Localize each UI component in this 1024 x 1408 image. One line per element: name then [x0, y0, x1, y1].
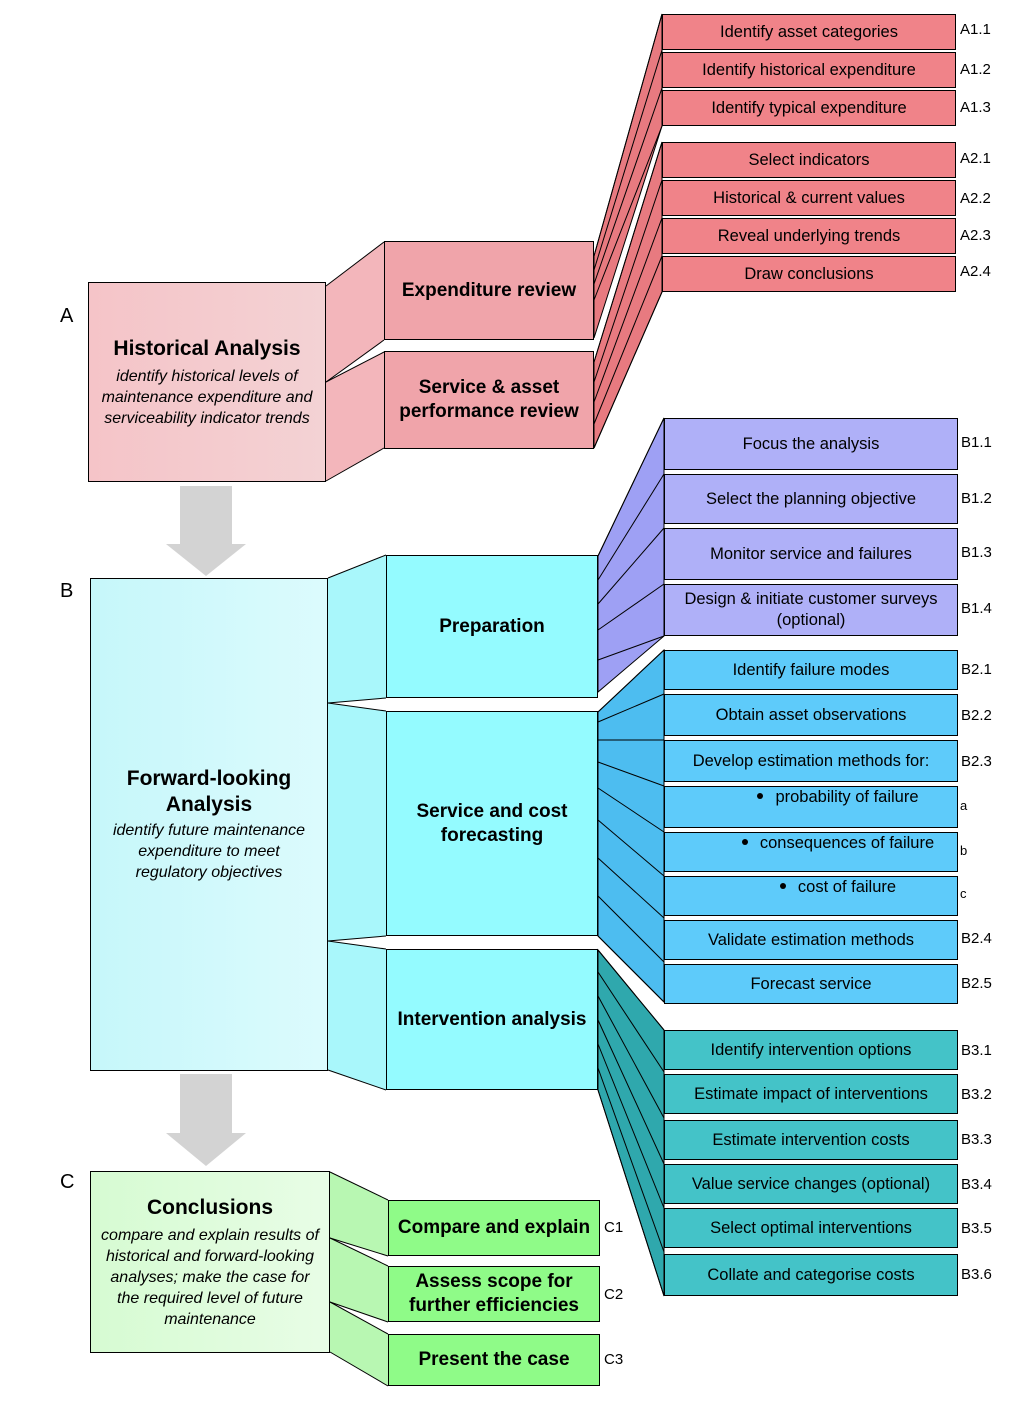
step-compare-and-explain: Compare and explain [388, 1200, 600, 1256]
preparation-box: Preparation [386, 555, 598, 698]
step-probability-of-failure-label: probability of failure [775, 788, 919, 806]
down-arrow-b-to-c [166, 1074, 246, 1166]
code-b3-3: B3.3 [961, 1131, 992, 1148]
forward-looking-analysis-description: identify future maintenance expenditure to meet regulatory objectives [112, 822, 306, 881]
code-b1-4: B1.4 [961, 600, 992, 617]
step-develop-estimation-methods: Develop estimation methods for: [664, 740, 958, 782]
step-obtain-asset-observations: Obtain asset observations [664, 694, 958, 736]
step-select-optimal-interventions: Select optimal interventions [664, 1208, 958, 1248]
expenditure-review-box: Expenditure review [384, 241, 594, 340]
historical-analysis-description: identify historical levels of maintenance expenditure and serviceability indicator trends [101, 367, 313, 427]
step-select-indicators: Select indicators [662, 142, 956, 178]
code-b3-6: B3.6 [961, 1266, 992, 1283]
service-cost-forecasting-box: Service and cost forecasting [386, 711, 598, 936]
conclusions-title: Conclusions [146, 1195, 273, 1219]
step-identify-intervention-options: Identify intervention options [664, 1030, 958, 1070]
connector-a-main-to-groups [326, 242, 384, 481]
connector-c-main-to-steps [330, 1172, 388, 1386]
intervention-analysis-box: Intervention analysis [386, 949, 598, 1090]
step-collate-categorise-costs: Collate and categorise costs [664, 1254, 958, 1296]
step-cost-of-failure [664, 876, 958, 916]
service-asset-performance-review-box: Service & asset performance review [384, 351, 594, 449]
step-identify-typical-expenditure: Identify typical expenditure [662, 90, 956, 126]
step-assess-scope-efficiencies: Assess scope for further efficiencies [388, 1266, 600, 1322]
code-c: c [960, 886, 967, 901]
bullet-icon [780, 883, 786, 889]
step-estimate-impact-interventions: Estimate impact of interventions [664, 1074, 958, 1114]
step-identify-failure-modes: Identify failure modes [664, 650, 958, 690]
down-arrow-a-to-b [166, 486, 246, 576]
code-a2-1: A2.1 [960, 150, 991, 167]
forward-looking-analysis-title: Forward-looking Analysis [126, 767, 292, 816]
step-probability-of-failure [664, 786, 958, 828]
code-b3-5: B3.5 [961, 1220, 992, 1237]
step-draw-conclusions: Draw conclusions [662, 256, 956, 292]
code-c1: C1 [604, 1219, 624, 1236]
conclusions-description: compare and explain results of historical and forward-looking analyses; make the case for the required level of future maintenance [101, 1226, 319, 1328]
code-c2: C2 [604, 1286, 624, 1303]
step-cost-of-failure-label: cost of failure [797, 878, 897, 896]
step-select-planning-objective: Select the planning objective [664, 474, 958, 524]
code-b2-5: B2.5 [961, 975, 992, 992]
code-a1-3: A1.3 [960, 99, 991, 116]
code-a2-3: A2.3 [960, 227, 991, 244]
section-letter-c: C [60, 1171, 75, 1193]
code-a2-2: A2.2 [960, 190, 991, 207]
step-identify-historical-expenditure: Identify historical expenditure [662, 52, 956, 88]
code-b2-1: B2.1 [961, 661, 992, 678]
code-a2-4: A2.4 [960, 263, 991, 280]
code-b2-3: B2.3 [961, 753, 992, 770]
historical-analysis-title: Historical Analysis [113, 336, 301, 360]
code-b2-2: B2.2 [961, 707, 992, 724]
code-b3-4: B3.4 [961, 1176, 992, 1193]
code-b1-1: B1.1 [961, 434, 992, 451]
section-letter-b: B [60, 580, 74, 602]
code-b3-2: B3.2 [961, 1086, 992, 1103]
step-validate-estimation-methods: Validate estimation methods [664, 920, 958, 960]
connector-b3-to-steps [598, 950, 664, 1296]
code-b3-1: B3.1 [961, 1042, 992, 1059]
connector-b-main-to-groups [328, 555, 386, 1090]
step-historical-current-values: Historical & current values [662, 180, 956, 216]
conclusions-box [90, 1171, 330, 1353]
step-consequences-of-failure [664, 832, 958, 872]
connector-b2-to-steps [598, 650, 664, 1002]
step-estimate-intervention-costs: Estimate intervention costs [664, 1120, 958, 1160]
step-consequences-of-failure-label: consequences of failure [759, 834, 935, 852]
code-b1-2: B1.2 [961, 490, 992, 507]
step-reveal-underlying-trends: Reveal underlying trends [662, 218, 956, 254]
connector-a-groups-to-steps [594, 14, 662, 448]
step-monitor-service-failures: Monitor service and failures [664, 528, 958, 580]
code-a1-1: A1.1 [960, 21, 991, 38]
code-a: a [960, 798, 968, 813]
step-present-the-case: Present the case [388, 1334, 600, 1386]
code-b1-3: B1.3 [961, 544, 992, 561]
step-identify-asset-categories: Identify asset categories [662, 14, 956, 50]
section-letter-a: A [60, 305, 74, 327]
code-a1-2: A1.2 [960, 61, 991, 78]
step-forecast-service: Forecast service [664, 964, 958, 1004]
step-value-service-changes: Value service changes (optional) [664, 1164, 958, 1204]
code-b: b [960, 843, 968, 858]
step-focus-the-analysis: Focus the analysis [664, 418, 958, 470]
bullet-icon [742, 839, 748, 845]
historical-analysis-box [88, 282, 326, 482]
step-design-customer-surveys: Design & initiate customer surveys (optional) [664, 584, 958, 636]
code-c3: C3 [604, 1351, 624, 1368]
forward-looking-analysis-box [90, 578, 328, 1071]
code-b2-4: B2.4 [961, 930, 992, 947]
bullet-icon [757, 793, 763, 799]
connector-b1-to-steps [598, 418, 664, 692]
